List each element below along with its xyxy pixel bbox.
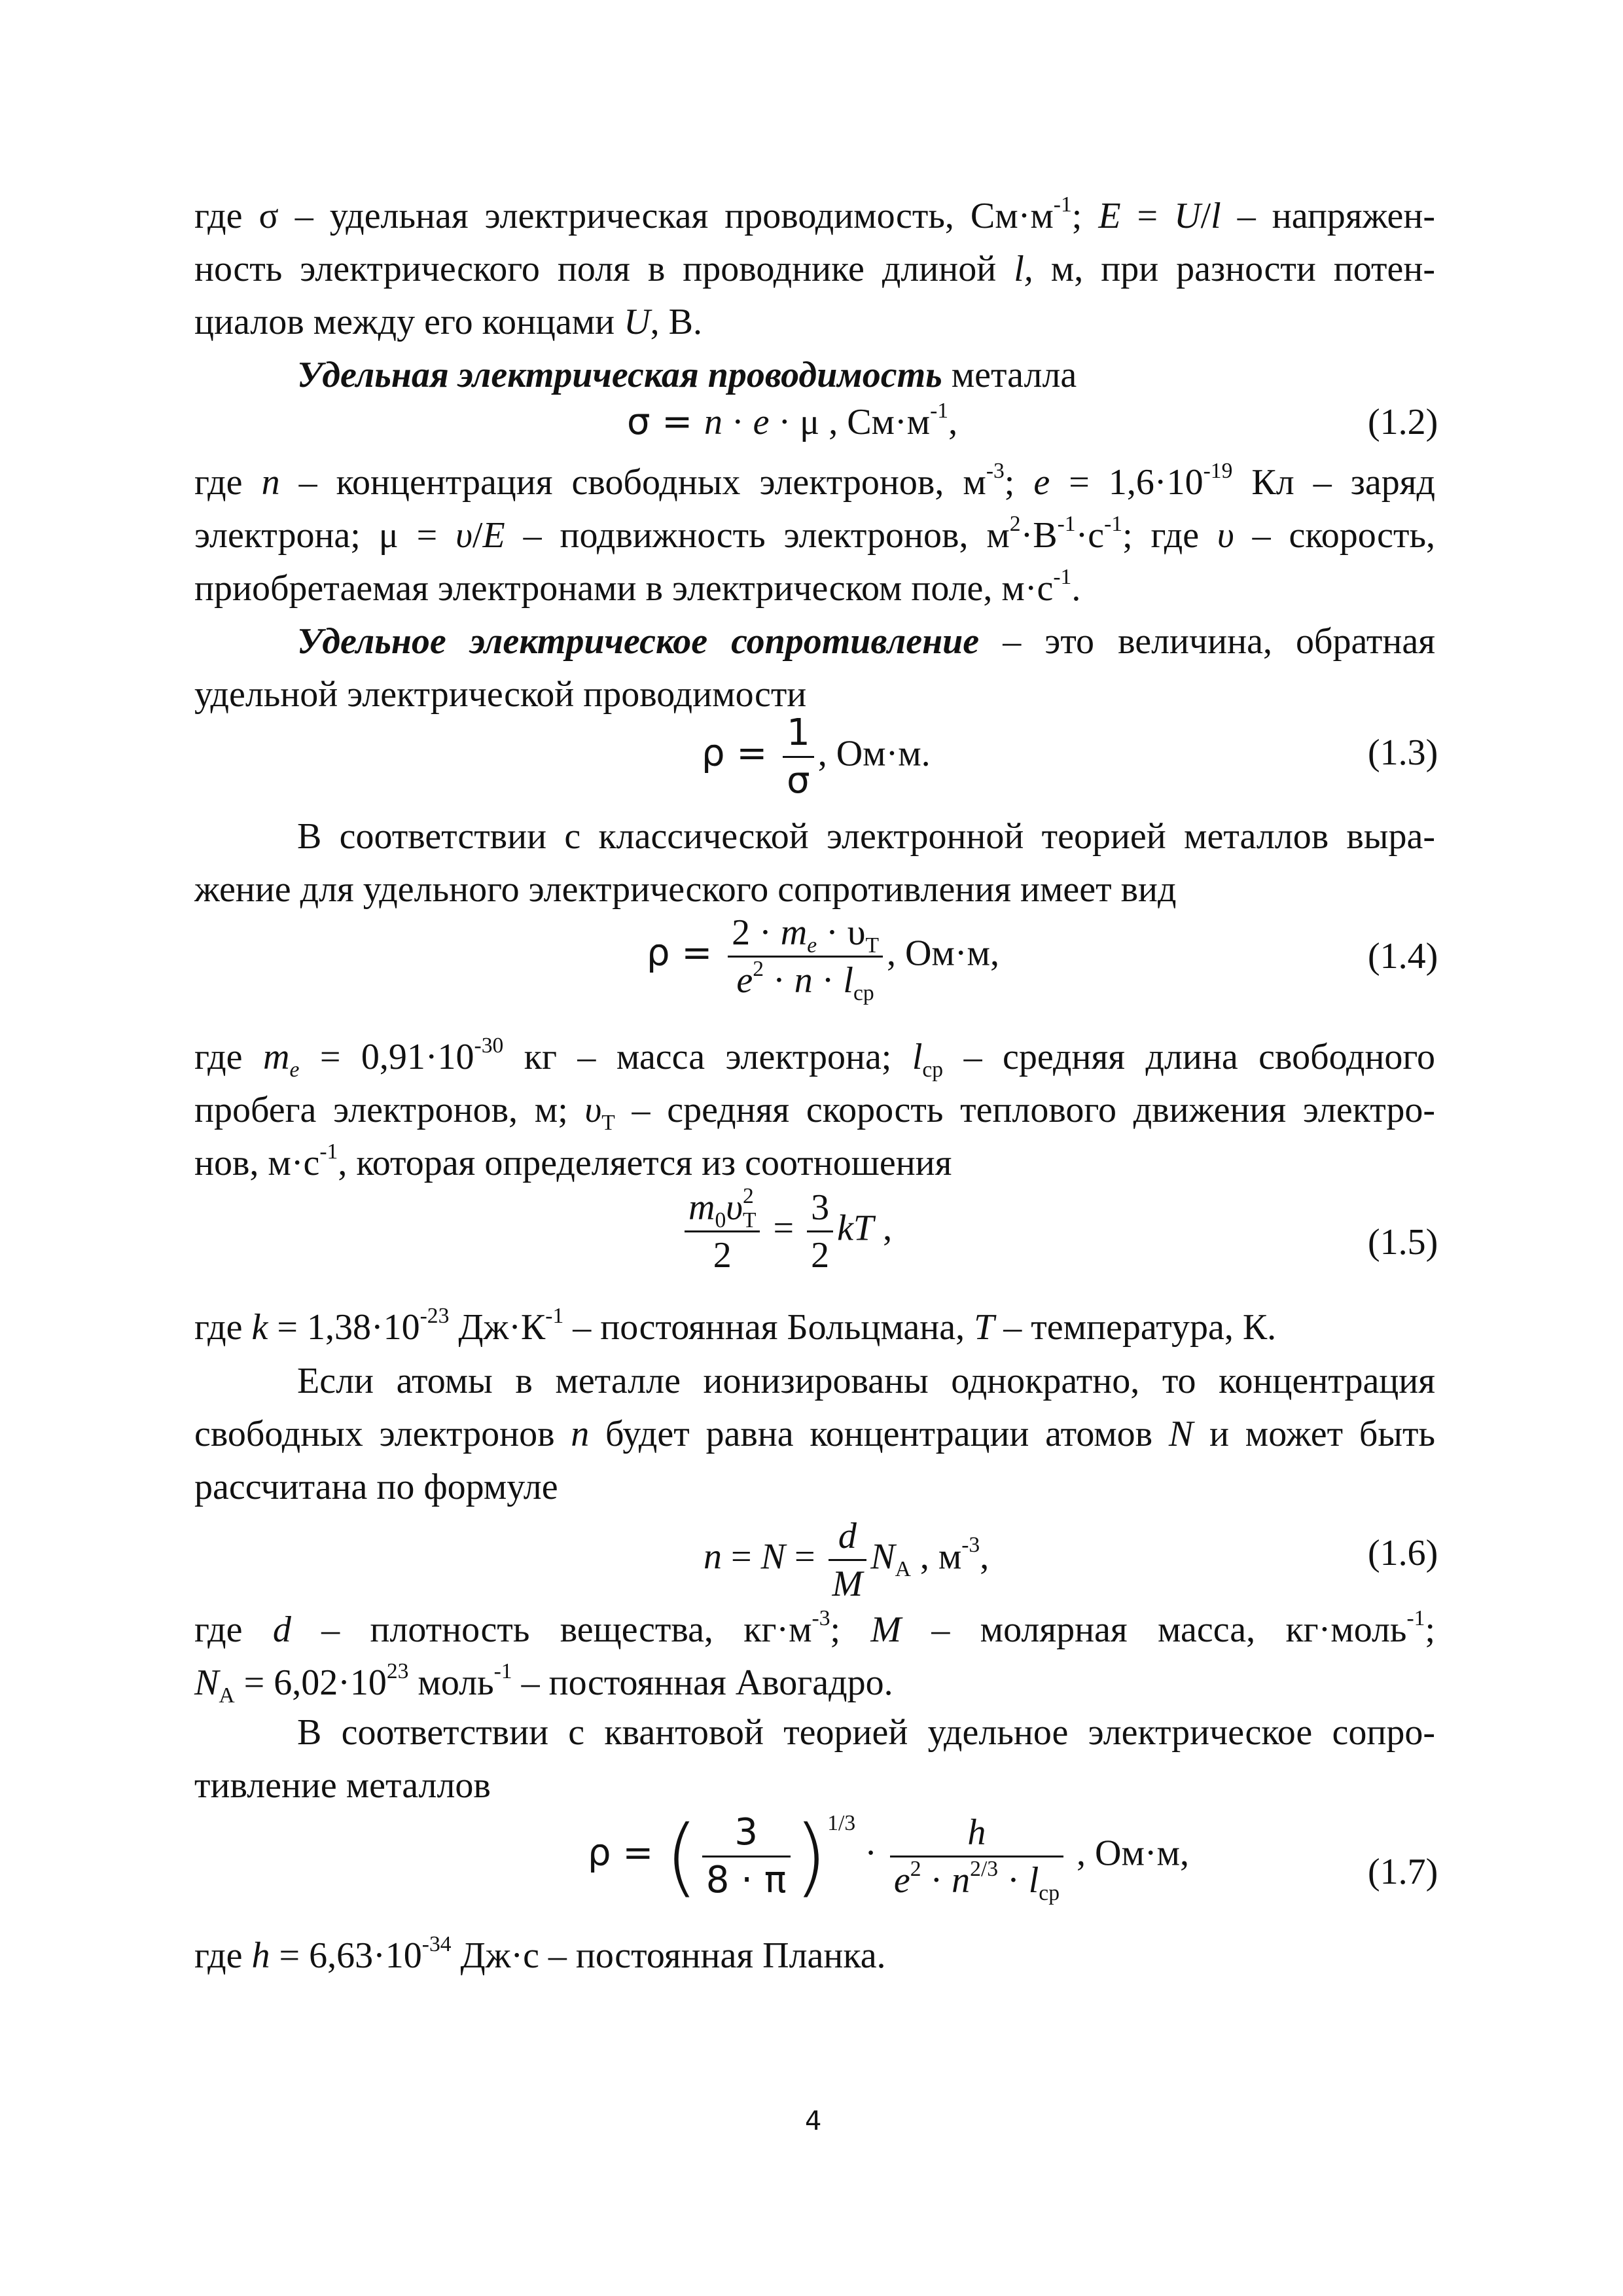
equation-number: (1.4) [1368, 936, 1438, 977]
paragraph-specific-resistance [194, 615, 1435, 721]
fraction: $\frac{2 \cdot m_e \cdot \upsilon_T}{e^2 \cdot n \cdot l_{ср}}$ [728, 910, 883, 1003]
equation-1-6: n = N = $\frac{d}{M}$ $N_A$ , $м^{-3}$, [704, 1513, 989, 1607]
fraction: $\frac{3}{8 \cdot \pi}$ [702, 1810, 791, 1903]
text-line: где $m_e = 0,91\cdot 10^{-30}$ кг – масса электрона; $l_{ср}$ – средняя длина свободного [194, 1033, 1436, 1082]
text-line: свободных электронов n будет равна концентрации атомов N и может быть [194, 1414, 1435, 1454]
text-line: приобретаемая электронами в электрическом поле, $м\cdot с^{-1}$. [194, 564, 1081, 609]
text-line: где σ – удельная электрическая проводимость, $См\cdot м^{-1}$; E = U/l – напряжен- [194, 192, 1435, 236]
paragraph-electron-mobility [194, 456, 1435, 615]
equation-number: (1.3) [1368, 732, 1438, 773]
paragraph-electron-mass [194, 1031, 1435, 1190]
fraction: $\frac{m_0\upsilon^2_T}{2}$ [685, 1185, 760, 1278]
paragraph-conductivity-definition [194, 190, 1435, 349]
equation-1-5: $\frac{m_0\upsilon^2_T}{2}$ = $\frac{3}{2}$ kT , [681, 1185, 892, 1278]
text-line: нов, $м\cdot с^{-1}$, которая определяется из соотношения [194, 1139, 952, 1183]
equation-number: (1.6) [1368, 1533, 1438, 1573]
equation-number: (1.2) [1368, 402, 1438, 442]
text-line: циалов между его концами U, В. [194, 302, 702, 342]
text-line: где $k = 1,38\cdot 10^{-23}$ $Дж\cdot К^{-1}$ – постоянная Больцмана, T – температура, К. [194, 1303, 1277, 1348]
paragraph-boltzmann [194, 1301, 1435, 1354]
text-line: жение для удельного электрического сопротивления имеет вид [194, 869, 1177, 910]
equation-1-3: ρ = $\frac{1}{\sigma}$ , Ом·м. [702, 710, 931, 804]
fraction: $\frac{h}{e^2 \cdot n^{2/3} \cdot l_{ср}}$ [890, 1810, 1063, 1903]
text-line: Удельное электрическое сопротивление – это величина, обратная [297, 621, 1435, 662]
text-line: где d – плотность вещества, $кг\cdot м^{-3}$; M – молярная масса, кг·моль$^{-1}$; [194, 1605, 1436, 1650]
equation-1-7: ρ = ( $\frac{3}{8 \cdot \pi}$ )$^{1/3}$ · $\frac{h}{e^2 \cdot n^{2/3} \cdot l_{ср}}$ , Ом·м, [588, 1806, 1189, 1907]
text-line: Если атомы в металле ионизированы однократно, то концентрация [297, 1361, 1435, 1401]
paragraph-ionization [194, 1355, 1435, 1514]
text-line: рассчитана по формуле [194, 1467, 558, 1507]
fraction: $\frac{d}{M}$ [829, 1513, 867, 1607]
text-line: пробега электронов, м; $\upsilon_Т$ – средняя скорость теплового движения электро- [194, 1090, 1435, 1135]
text-line: В соответствии с классической электронной теорией металлов выра- [297, 816, 1435, 857]
fraction: $\frac{1}{\sigma}$ [783, 710, 814, 804]
text-line: ность электрического поля в проводнике длиной l, м, при разности потен- [194, 249, 1435, 289]
fraction: $\frac{3}{2}$ [807, 1185, 833, 1278]
text-line: электрона; μ = υ/E – подвижность электронов, $м^2\cdot В^{-1}\cdot с^{-1}$; где υ – скорость, [194, 511, 1436, 556]
page-number: 4 [805, 2106, 822, 2136]
paragraph-density-avogadro [194, 1604, 1435, 1710]
equation-1-4: ρ = $\frac{2 \cdot m_e \cdot \upsilon_T}{e^2 \cdot n \cdot l_{ср}}$ , Ом·м, [647, 910, 999, 1003]
paragraph-planck [194, 1929, 1435, 1982]
text-line: где n – концентрация свободных электронов, $м^{-3}$; $e = 1,6\cdot 10^{-19}$ Кл – заряд [194, 458, 1436, 503]
text-line: В соответствии с квантовой теорией удельное электрическое сопро- [297, 1712, 1435, 1753]
paragraph-classical-theory [194, 810, 1435, 916]
text-line: удельной электрической проводимости [194, 674, 807, 715]
text-line: $N_A = 6,02\cdot 10^{23}$ моль$^{-1}$ – постоянная Авогадро. [194, 1659, 893, 1708]
paragraph-specific-conductivity [194, 349, 1435, 402]
text-line: тивление металлов [194, 1765, 491, 1806]
equation-number: (1.7) [1368, 1852, 1438, 1892]
paragraph-quantum-theory [194, 1706, 1435, 1812]
equation-number: (1.5) [1368, 1222, 1438, 1263]
text-line: где $h = 6,63\cdot 10^{-34}$ Дж·с – постоянная Планка. [194, 1931, 886, 1976]
text-line: Удельная электрическая проводимость металла [297, 355, 1077, 395]
equation-1-2: σ = n · e · μ , $См\cdot м^{-1}$, [627, 398, 958, 443]
